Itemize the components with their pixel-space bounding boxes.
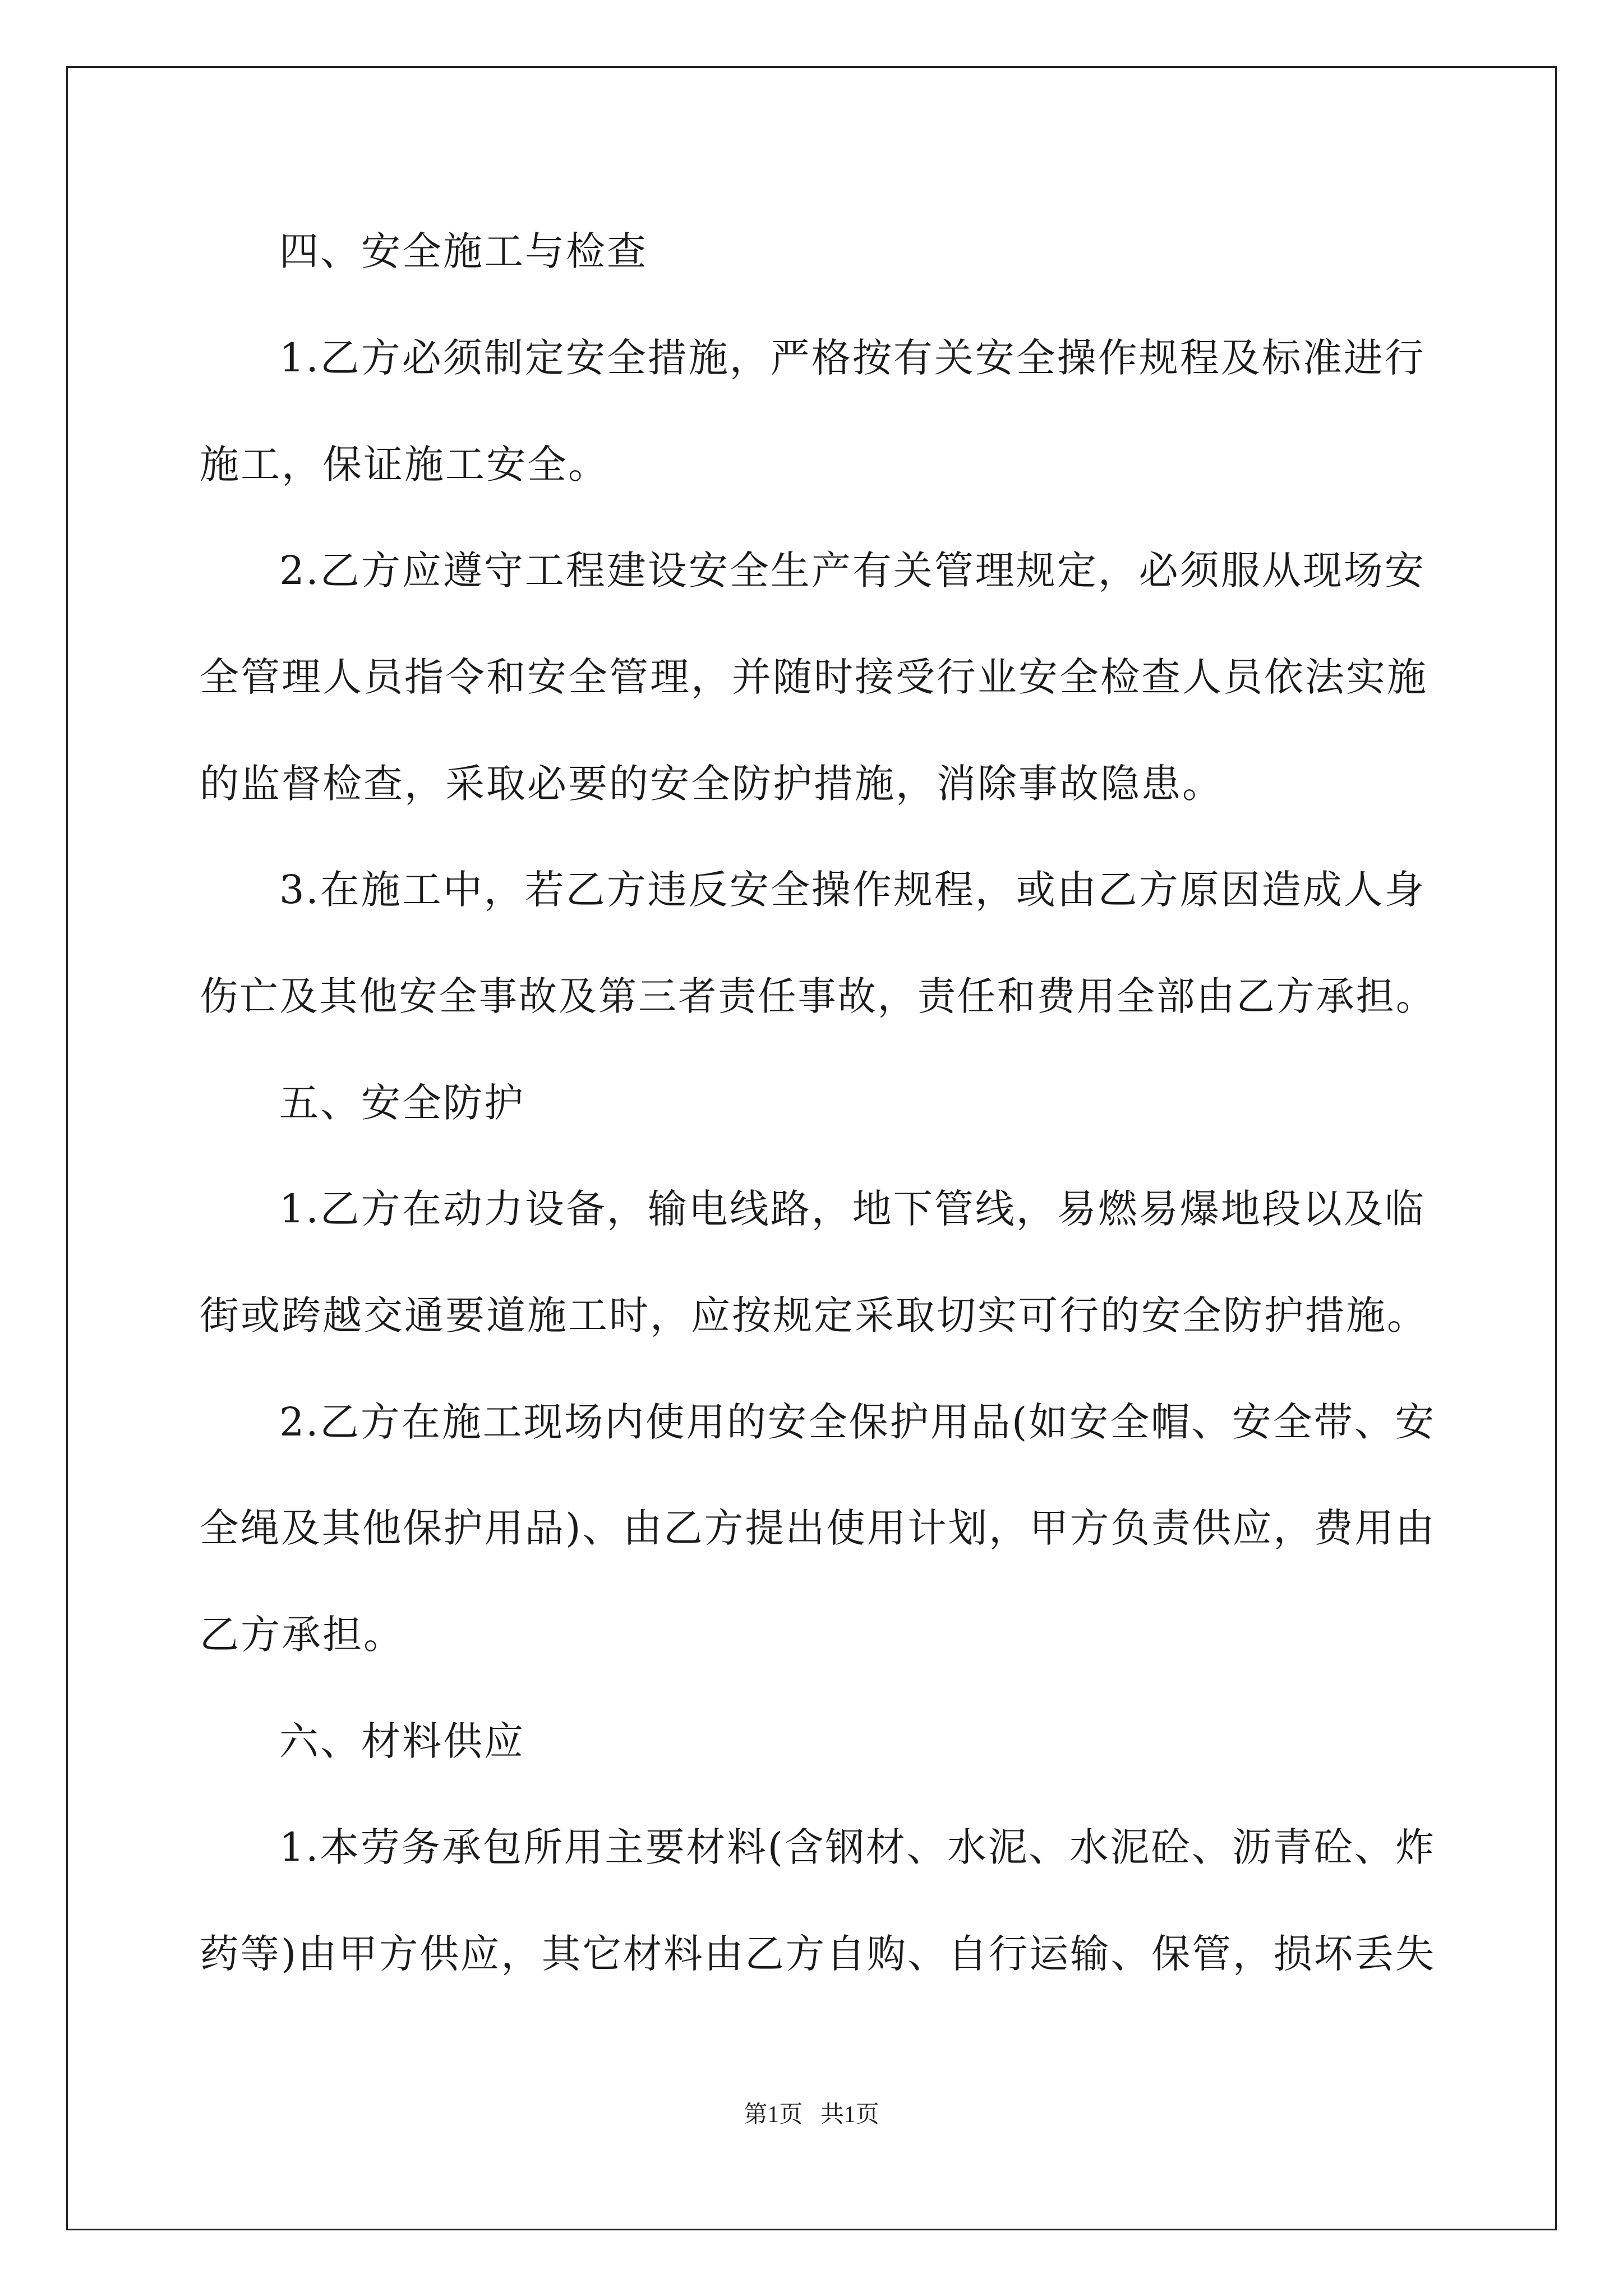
paragraph-line: 的监督检查，采取必要的安全防护措施，消除事故隐患。 [200,761,1223,807]
paragraph-line: 1.乙方必须制定安全措施，严格按有关安全操作规程及标准进行 [279,335,1426,381]
section-heading-4: 四、安全施工与检查 [279,228,648,274]
paragraph-line: 乙方承担。 [200,1612,404,1658]
paragraph-line: 2.乙方应遵守工程建设安全生产有关管理规定，必须服从现场安 [279,547,1426,593]
section-heading-6: 六、材料供应 [279,1718,525,1764]
paragraph-line: 3.在施工中，若乙方违反安全操作规程，或由乙方原因造成人身 [279,867,1426,913]
page-number-footer: 第1页 共1页 [744,2102,879,2128]
paragraph-line: 药等)由甲方供应，其它材料由乙方自购、自行运输、保管，损坏丢失 [200,1931,1436,1977]
paragraph-line: 全绳及其他保护用品)、由乙方提出使用计划，甲方负责供应，费用由 [200,1505,1436,1551]
paragraph-line: 1.乙方在动力设备，输电线路，地下管线，易燃易爆地段以及临 [279,1186,1426,1232]
paragraph-line: 1.本劳务承包所用主要材料(含钢材、水泥、水泥砼、沥青砼、炸 [279,1824,1436,1870]
paragraph-line: 施工，保证施工安全。 [200,441,609,487]
paragraph-line: 街或跨越交通要道施工时，应按规定采取切实可行的安全防护措施。 [200,1292,1428,1338]
section-heading-5: 五、安全防护 [279,1080,525,1126]
paragraph-line: 全管理人员指令和安全管理，并随时接受行业安全检查人员依法实施 [200,654,1428,700]
page-border [66,66,1557,2230]
paragraph-line: 2.乙方在施工现场内使用的安全保护用品(如安全帽、安全带、安 [279,1399,1436,1445]
paragraph-line: 伤亡及其他安全事故及第三者责任事故，责任和费用全部由乙方承担。 [200,973,1436,1019]
